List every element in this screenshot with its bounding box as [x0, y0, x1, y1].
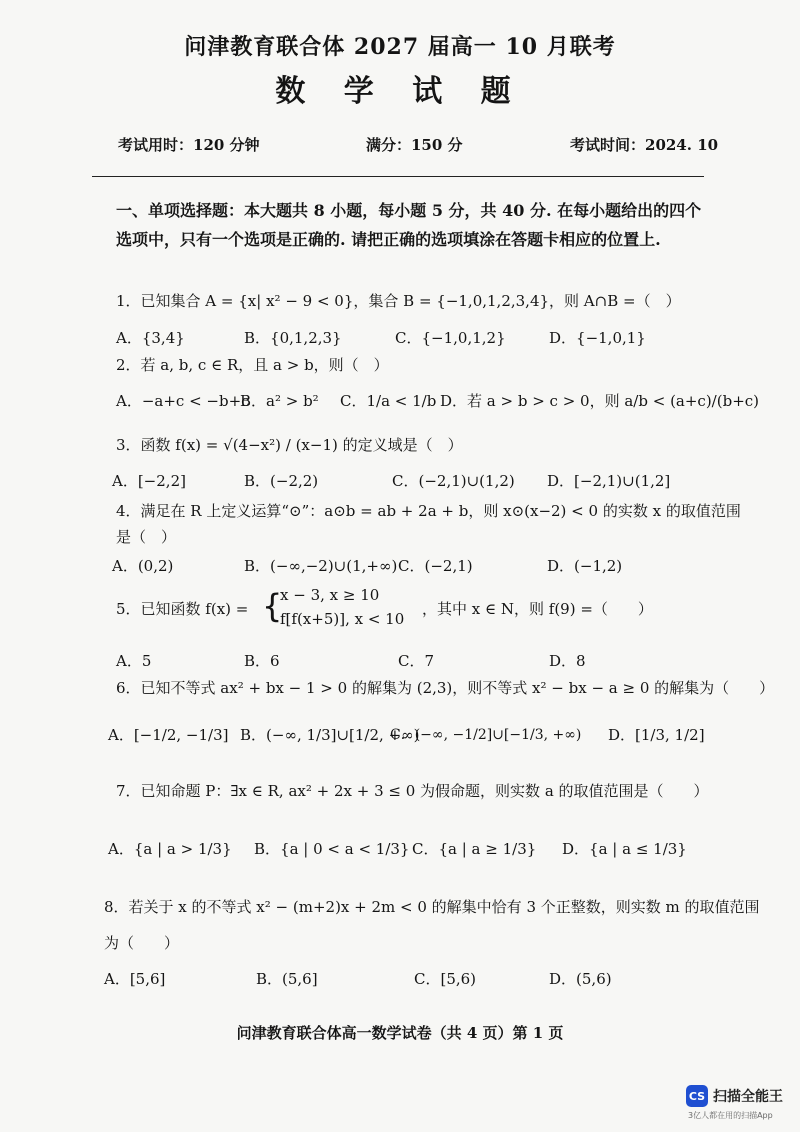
- question-2-option-c: C．1/a < 1/b: [340, 392, 437, 410]
- exam-title: 问津教育联合体 2027 届高一 10 月联考: [184, 34, 616, 60]
- scanner-slogan: 3亿人都在用的扫描App: [688, 1111, 773, 1120]
- question-8-stem-continued: 为（ ）: [104, 934, 180, 952]
- page-footer: 问津教育联合体高一数学试卷（共 4 页）第 1 页: [236, 1024, 564, 1042]
- question-3-option-a: A．[−2,2]: [112, 472, 186, 490]
- question-4-option-b: B．(−∞,−2)∪(1,+∞): [244, 557, 398, 575]
- question-4-stem: 4．满足在 R 上定义运算“⊙”：a⊙b = ab + 2a + b，则 x⊙(x−2) < 0 的实数 x 的取值范围: [116, 502, 741, 520]
- question-5-option-c: C．7: [398, 652, 435, 670]
- question-1-stem: 1．已知集合 A = {x| x² − 9 < 0}，集合 B = {−1,0,1,2,3,4}，则 A∩B =（ ）: [116, 292, 681, 310]
- question-5-stem-suffix: ，其中 x ∈ N，则 f(9) =（ ）: [422, 600, 653, 618]
- question-8-option-d: D．(5,6): [549, 970, 612, 988]
- question-1-option-d: D．{−1,0,1}: [549, 329, 646, 347]
- question-6-option-b: B．(−∞, 1/3]∪[1/2, +∞): [240, 726, 420, 744]
- question-5-case-1: x − 3, x ≥ 10: [280, 586, 380, 604]
- question-7-option-c: C．{a | a ≥ 1/3}: [412, 840, 537, 858]
- question-2-option-d: D．若 a > b > c > 0，则 a/b < (a+c)/(b+c): [440, 392, 760, 410]
- full-score: 满分：150 分: [366, 136, 463, 154]
- question-7-option-a: A．{a | a > 1/3}: [108, 840, 232, 858]
- subject-title: 数 学 试 题: [275, 74, 525, 109]
- question-2-option-b: B．a² > b²: [240, 392, 319, 410]
- question-7-option-b: B．{a | 0 < a < 1/3}: [254, 840, 410, 858]
- question-5-stem-prefix: 5．已知函数 f(x) =: [116, 600, 249, 618]
- question-2-option-a: A．−a+c < −b+c: [116, 392, 250, 410]
- question-7-stem: 7．已知命题 P：∃x ∈ R, ax² + 2x + 3 ≤ 0 为假命题，则实数 a 的取值范围是（ ）: [116, 782, 709, 800]
- question-6-stem: 6．已知不等式 ax² + bx − 1 > 0 的解集为 (2,3)，则不等式 x² − bx − a ≥ 0 的解集为（ ）: [116, 679, 775, 697]
- question-4-option-d: D．(−1,2): [547, 557, 623, 575]
- question-8-option-b: B．(5,6]: [256, 970, 318, 988]
- question-5-option-a: A．5: [116, 652, 152, 670]
- question-3-option-d: D．[−2,1)∪(1,2]: [547, 472, 671, 490]
- question-6-option-d: D．[1/3, 1/2]: [608, 726, 705, 744]
- question-5-case-2: f[f(x+5)], x < 10: [280, 610, 405, 628]
- question-6-option-a: A．[−1/2, −1/3]: [108, 726, 229, 744]
- scanner-badge: [686, 1085, 783, 1107]
- question-3-stem: 3．函数 f(x) = √(4−x²) / (x−1) 的定义域是（ ）: [116, 436, 463, 454]
- question-2-stem: 2．若 a, b, c ∈ R，且 a > b，则（ ）: [116, 356, 389, 374]
- question-1-option-b: B．{0,1,2,3}: [244, 329, 342, 347]
- scanner-app-name: 扫描全能王: [713, 1089, 783, 1105]
- question-5-option-b: B．6: [244, 652, 280, 670]
- section-instructions: 一、单项选择题：本大题共 8 小题，每小题 5 分，共 40 分. 在每小题给出的四个选项中，只有一个选项是正确的. 请把正确的选项填涂在答题卡相应的位置上.: [116, 201, 702, 249]
- question-3-option-b: B．(−2,2): [244, 472, 319, 490]
- question-8-option-c: C．[5,6): [414, 970, 477, 988]
- exam-duration: 考试用时：120 分钟: [118, 136, 260, 154]
- question-7-option-d: D．{a | a ≤ 1/3}: [562, 840, 687, 858]
- camscanner-icon: CS: [686, 1085, 708, 1107]
- question-4-option-c: C．(−2,1): [398, 557, 473, 575]
- piecewise-brace: {: [262, 587, 283, 625]
- question-1-option-a: A．{3,4}: [116, 329, 185, 347]
- question-8-option-a: A．[5,6]: [104, 970, 166, 988]
- question-4-stem-continued: 是（ ）: [116, 528, 177, 546]
- question-3-option-c: C．(−2,1)∪(1,2): [392, 472, 515, 490]
- question-4-option-a: A．(0,2): [112, 557, 174, 575]
- exam-date: 考试时间：2024. 10: [570, 136, 719, 154]
- question-1-option-c: C．{−1,0,1,2}: [395, 329, 506, 347]
- header-divider: [92, 176, 704, 177]
- question-8-stem: 8．若关于 x 的不等式 x² − (m+2)x + 2m < 0 的解集中恰有 3 个正整数，则实数 m 的取值范围: [104, 898, 760, 916]
- question-6-option-c: C．(−∞, −1/2]∪[−1/3, +∞): [390, 727, 582, 743]
- question-5-option-d: D．8: [549, 652, 586, 670]
